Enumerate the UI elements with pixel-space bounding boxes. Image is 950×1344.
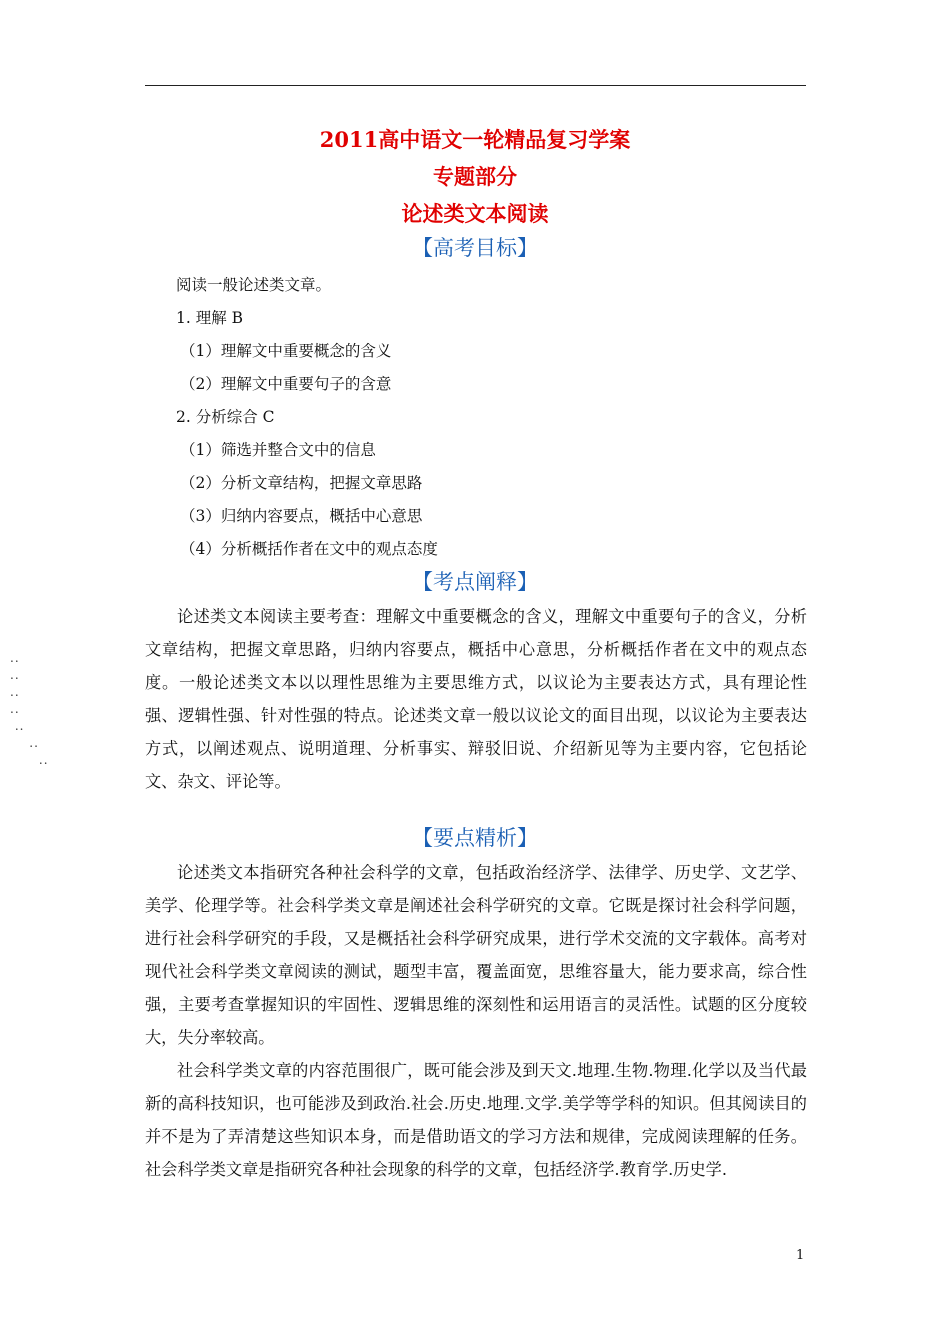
goals-intro: 阅读一般论述类文章。 xyxy=(176,276,332,294)
goals-item-2: 2. 分析综合 C xyxy=(176,408,275,426)
explain-body xyxy=(145,600,807,798)
margin-marks xyxy=(10,650,49,769)
explain-paragraph: 论述类文本阅读主要考查：理解文中重要概念的含义，理解文中重要句子的含义，分析文章结构，把握文章思路，归纳内容要点，概括中心意思，分析概括作者在文中的观点态度。一般论述类文本以以理性思维为主要思维方式，以议论为主要表达方式，具有理论性强、逻辑性强、针对性强的特点。论述类文章一般以议论文的面目出现，以议论为主要表达方式，以阐述观点、说明道理、分析事实、辩驳旧说、介绍新见等为主要内容，它包括论文、杂文、评论等。 xyxy=(145,607,807,791)
section-heading-explain: 【考点阐释】 xyxy=(412,570,538,594)
margin-mark: .. xyxy=(10,736,39,750)
goals-item-2-1: （1）筛选并整合文中的信息 xyxy=(180,441,376,459)
margin-mark: .. xyxy=(10,685,20,699)
goals-item-2-2: （2）分析文章结构，把握文章思路 xyxy=(180,474,423,492)
document-subtitle: 专题部分 xyxy=(433,164,517,189)
margin-mark: .. xyxy=(10,668,20,682)
margin-mark: .. xyxy=(10,719,25,733)
goals-item-1: 1. 理解 B xyxy=(176,309,244,327)
page-number: 1 xyxy=(796,1248,805,1263)
goals-item-1-1: （1）理解文中重要概念的含义 xyxy=(180,342,392,360)
margin-mark: .. xyxy=(10,702,20,716)
margin-mark: .. xyxy=(10,753,49,767)
goals-item-1-2: （2）理解文中重要句子的含意 xyxy=(180,375,392,393)
key-body xyxy=(145,856,807,1186)
key-paragraph-1: 论述类文本指研究各种社会科学的文章，包括政治经济学、法律学、历史学、文艺学、美学、伦理学等。社会科学类文章是阐述社会科学研究的文章。它既是探讨社会科学问题，进行社会科学研究的手段，又是概括社会科学研究成果，进行学术交流的文字载体。高考对现代社会科学类文章阅读的测试，题型丰富，覆盖面宽，思维容量大，能力要求高，综合性强，主要考查掌握知识的牢固性、逻辑思维的深刻性和运用语言的灵活性。试题的区分度较大，失分率较高。 xyxy=(145,863,807,1047)
goals-item-2-4: （4）分析概括作者在文中的观点态度 xyxy=(180,540,438,558)
section-heading-key: 【要点精析】 xyxy=(412,826,538,850)
document-topic: 论述类文本阅读 xyxy=(401,201,549,226)
margin-mark: .. xyxy=(10,651,20,665)
document-title: 2011高中语文一轮精品复习学案 xyxy=(319,127,631,152)
header-rule xyxy=(145,85,806,86)
key-paragraph-2: 社会科学类文章的内容范围很广，既可能会涉及到天文.地理.生物.物理.化学以及当代最新的高科技知识，也可能涉及到政治.社会.历史.地理.文学.美学等学科的知识。但其阅读目的并不是为了弄清楚这些知识本身，而是借助语文的学习方法和规律，完成阅读理解的任务。社会科学类文章是指研究各种社会现象的科学的文章，包括经济学.教育学.历史学. xyxy=(145,1061,807,1179)
section-heading-goals: 【高考目标】 xyxy=(412,236,538,260)
goals-item-2-3: （3）归纳内容要点，概括中心意思 xyxy=(180,507,423,525)
